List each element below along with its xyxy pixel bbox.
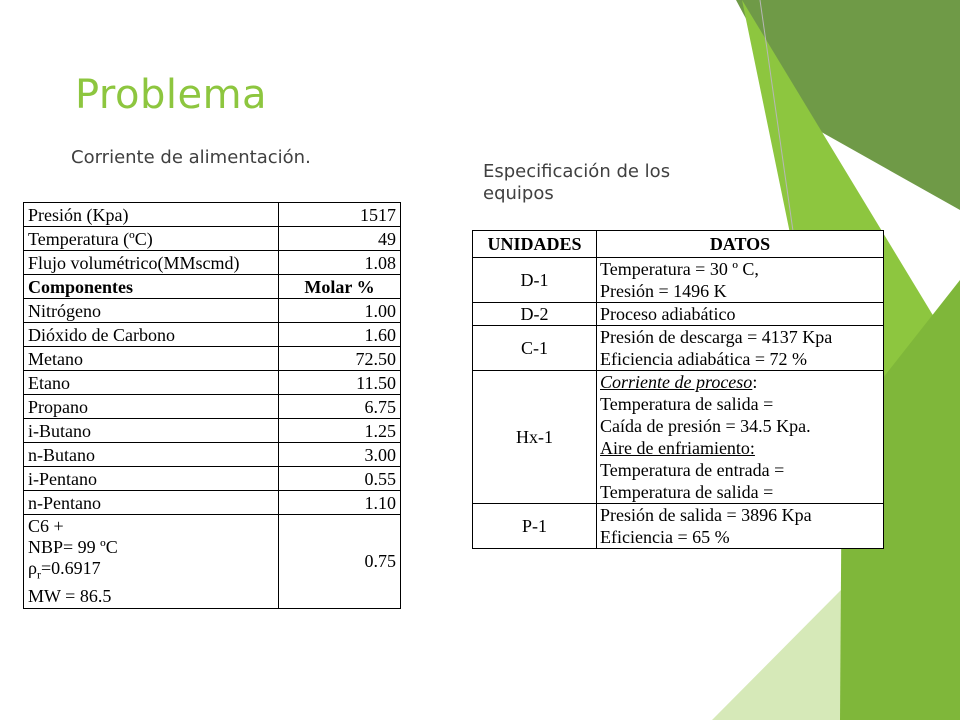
component-value: 1.10 <box>279 491 401 515</box>
data-line: Temperatura de entrada = <box>600 460 785 480</box>
c6plus-description <box>24 515 279 609</box>
components-header-row <box>24 275 401 299</box>
header-row <box>473 231 884 258</box>
data-d1 <box>597 258 884 303</box>
component-value: 11.50 <box>279 371 401 395</box>
table-row <box>24 491 401 515</box>
data-line: Proceso adiabático <box>600 304 736 324</box>
table-row <box>24 299 401 323</box>
table-row <box>24 251 401 275</box>
data-line: Presión de salida = 3896 Kpa <box>600 505 812 525</box>
table-row <box>24 323 401 347</box>
row-value: 1.08 <box>279 251 401 275</box>
c6plus-row <box>24 515 401 609</box>
table-row <box>473 258 884 303</box>
component-value: 1.60 <box>279 323 401 347</box>
component-name: Etano <box>24 371 279 395</box>
table-row <box>24 227 401 251</box>
table-row <box>24 371 401 395</box>
component-value: 1.00 <box>279 299 401 323</box>
table-row <box>473 326 884 371</box>
component-name: Propano <box>24 395 279 419</box>
row-label: Temperatura (ºC) <box>24 227 279 251</box>
table-row <box>24 347 401 371</box>
data-line <box>600 371 879 393</box>
component-name: n-Pentano <box>24 491 279 515</box>
row-label: Flujo volumétrico(MMscmd) <box>24 251 279 275</box>
cooling-air-label: Aire de enfriamiento: <box>600 438 755 458</box>
slide-title: Problema <box>75 72 268 118</box>
c6plus-nbp: NBP= 99 ºC <box>28 537 118 557</box>
table-row <box>24 467 401 491</box>
component-value: 1.25 <box>279 419 401 443</box>
data-p1 <box>597 504 884 549</box>
unit-d2: D-2 <box>473 303 597 326</box>
component-name: Metano <box>24 347 279 371</box>
colon: : <box>752 372 758 392</box>
unit-c1: C-1 <box>473 326 597 371</box>
data-line: Caída de presión = 34.5 Kpa. <box>600 416 811 436</box>
feed-stream-table <box>23 202 401 609</box>
c6plus-value: 0.75 <box>279 515 401 609</box>
process-stream-label: Corriente de proceso <box>600 372 753 392</box>
data-line: Temperatura = 30 º C, <box>600 259 759 279</box>
rho-value: =0.6917 <box>40 558 101 578</box>
data-d2 <box>597 303 884 326</box>
feed-heading: Corriente de alimentación. <box>71 147 311 168</box>
data-hx1 <box>597 371 884 504</box>
component-name: n-Butano <box>24 443 279 467</box>
c6plus-density <box>28 558 274 586</box>
component-name: i-Pentano <box>24 467 279 491</box>
components-header: Componentes <box>24 275 279 299</box>
table-row <box>24 395 401 419</box>
component-name: Dióxido de Carbono <box>24 323 279 347</box>
component-value: 6.75 <box>279 395 401 419</box>
c6plus-label: C6 + <box>28 516 64 536</box>
data-line: Temperatura de salida = <box>600 482 774 502</box>
units-header: UNIDADES <box>473 231 597 258</box>
table-row <box>24 203 401 227</box>
component-value: 3.00 <box>279 443 401 467</box>
rho-symbol: ρ <box>28 558 37 578</box>
component-value: 0.55 <box>279 467 401 491</box>
unit-d1: D-1 <box>473 258 597 303</box>
data-line: Temperatura de salida = <box>600 394 774 414</box>
row-value: 49 <box>279 227 401 251</box>
equipment-heading: Especificación de los equipos <box>483 161 671 204</box>
table-row <box>24 419 401 443</box>
equipment-table <box>472 230 884 549</box>
unit-p1: P-1 <box>473 504 597 549</box>
data-line: Presión = 1496 K <box>600 281 727 301</box>
table-row <box>473 504 884 549</box>
unit-hx1: Hx-1 <box>473 371 597 504</box>
c6plus-mw: MW = 86.5 <box>28 585 112 606</box>
table-row <box>24 443 401 467</box>
table-row <box>473 303 884 326</box>
molar-percent-header: Molar % <box>279 275 401 299</box>
component-name: i-Butano <box>24 419 279 443</box>
row-label: Presión (Kpa) <box>24 203 279 227</box>
rho-subscript: r <box>36 567 41 582</box>
data-c1 <box>597 326 884 371</box>
data-line: Presión de descarga = 4137 Kpa <box>600 327 833 347</box>
data-line: Eficiencia = 65 % <box>600 527 730 547</box>
component-value: 72.50 <box>279 347 401 371</box>
table-row <box>473 371 884 504</box>
component-name: Nitrógeno <box>24 299 279 323</box>
data-header: DATOS <box>597 231 884 258</box>
row-value: 1517 <box>279 203 401 227</box>
data-line: Eficiencia adiabática = 72 % <box>600 349 808 369</box>
